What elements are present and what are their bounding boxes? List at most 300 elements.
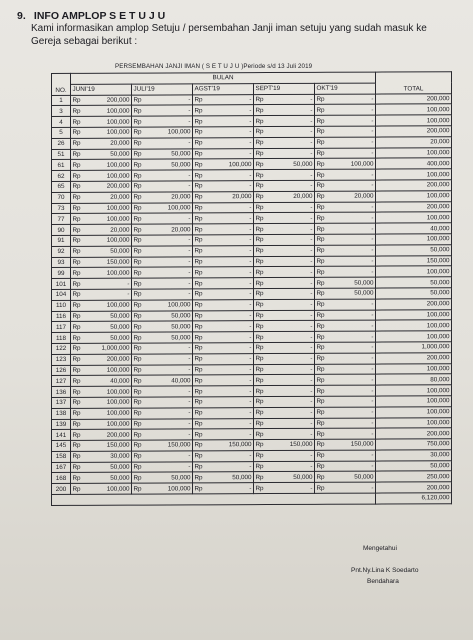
- month-amount: -: [205, 267, 254, 278]
- month-amount: 20,000: [327, 191, 376, 202]
- currency-label: Rp: [316, 333, 325, 341]
- currency-label: Rp: [133, 377, 142, 385]
- currency-label: Rp: [316, 354, 325, 362]
- row-number: 4: [52, 117, 71, 128]
- month-amount: 200,000: [83, 354, 132, 365]
- month-amount: -: [266, 450, 315, 461]
- row-total: 100,000: [376, 147, 452, 158]
- intro-text: Kami informasikan amplop Setuju / persembahan Janji iman setuju yang sudah masuk ke Gereja sebagai berikut :: [31, 23, 427, 47]
- row-number: 168: [52, 473, 71, 484]
- month-amount: -: [266, 385, 315, 396]
- currency-label: Rp: [194, 333, 203, 341]
- row-number: 101: [52, 279, 71, 290]
- month-amount: -: [266, 364, 315, 375]
- month-amount: -: [205, 94, 254, 105]
- month-amount: -: [327, 104, 376, 115]
- currency-label: Rp: [133, 366, 142, 374]
- row-total: 100,000: [376, 169, 452, 180]
- month-amount: -: [266, 267, 315, 278]
- currency-label: Rp: [316, 236, 325, 244]
- month-amount: 100,000: [144, 127, 193, 138]
- currency-label: Rp: [255, 279, 264, 287]
- currency-label: Rp: [72, 431, 81, 439]
- month-amount: -: [205, 397, 254, 408]
- currency-label: Rp: [194, 312, 203, 320]
- currency-label: Rp: [316, 182, 325, 190]
- month-amount: 30,000: [83, 451, 132, 462]
- table-body: [52, 93, 452, 494]
- month-amount: -: [327, 234, 376, 245]
- currency-label: Rp: [255, 236, 264, 244]
- currency-label: Rp: [133, 258, 142, 266]
- currency-label: Rp: [72, 291, 81, 299]
- currency-label: Rp: [133, 344, 142, 352]
- row-total: 100,000: [376, 104, 452, 115]
- currency-label: Rp: [255, 311, 264, 320]
- month-amount: -: [205, 321, 254, 332]
- month-amount: 40,000: [144, 375, 193, 386]
- currency-label: Rp: [316, 484, 325, 492]
- currency-label: Rp: [255, 193, 264, 201]
- currency-label: Rp: [316, 171, 325, 179]
- grand-total-spacer: [52, 493, 376, 505]
- currency-label: Rp: [255, 376, 264, 384]
- row-total: 400,000: [376, 158, 452, 169]
- currency-label: Rp: [72, 485, 81, 493]
- month-amount: 100,000: [83, 116, 132, 127]
- currency-label: Rp: [194, 474, 203, 482]
- month-amount: -: [205, 364, 254, 375]
- currency-label: Rp: [316, 246, 325, 254]
- month-amount: -: [266, 299, 315, 310]
- currency-label: Rp: [72, 377, 81, 385]
- month-amount: -: [266, 288, 315, 299]
- month-amount: -: [327, 364, 376, 375]
- month-amount: -: [144, 386, 193, 397]
- currency-label: Rp: [133, 334, 142, 342]
- month-amount: -: [327, 202, 376, 213]
- month-amount: -: [327, 169, 376, 180]
- month-amount: -: [205, 105, 254, 116]
- month-amount: 100,000: [83, 386, 132, 397]
- month-amount: -: [327, 126, 376, 137]
- currency-label: Rp: [72, 194, 81, 202]
- month-amount: 40,000: [83, 375, 132, 386]
- month-amount: 50,000: [83, 473, 132, 484]
- currency-label: Rp: [194, 485, 203, 493]
- month-amount: -: [205, 310, 254, 321]
- currency-label: Rp: [194, 452, 203, 460]
- month-amount: -: [205, 289, 254, 300]
- currency-label: Rp: [72, 463, 81, 471]
- currency-label: Rp: [255, 106, 264, 114]
- row-total: 100,000: [376, 320, 452, 331]
- month-amount: -: [144, 235, 193, 246]
- month-amount: -: [327, 320, 376, 331]
- month-amount: 50,000: [83, 311, 132, 322]
- row-number: 145: [52, 441, 71, 452]
- month-amount: 50,000: [266, 159, 315, 170]
- row-number: 90: [52, 225, 71, 236]
- month-amount: -: [144, 289, 193, 300]
- signatory-name: Pnt.Ny.Lina K Soedarto: [351, 567, 419, 574]
- row-total: 750,000: [376, 439, 452, 450]
- currency-label: Rp: [194, 193, 203, 201]
- month-amount: -: [266, 234, 315, 245]
- month-amount: 100,000: [83, 300, 132, 311]
- currency-label: Rp: [133, 150, 142, 158]
- currency-label: Rp: [255, 182, 264, 190]
- currency-label: Rp: [316, 322, 325, 330]
- month-amount: 50,000: [144, 159, 193, 170]
- month-amount: -: [327, 461, 376, 472]
- row-number: 62: [52, 171, 71, 182]
- month-amount: -: [144, 408, 193, 419]
- month-amount: -: [205, 224, 254, 235]
- currency-label: Rp: [255, 258, 264, 266]
- month-amount: -: [205, 332, 254, 343]
- currency-label: Rp: [255, 128, 264, 136]
- month-amount: 100,000: [144, 202, 193, 213]
- row-total: 100,000: [376, 363, 452, 374]
- currency-label: Rp: [72, 345, 81, 353]
- month-amount: -: [205, 245, 254, 256]
- month-amount: 50,000: [144, 148, 193, 159]
- row-total: 200,000: [376, 482, 452, 493]
- month-amount: 50,000: [144, 332, 193, 343]
- currency-label: Rp: [194, 344, 203, 352]
- month-amount: 200,000: [83, 95, 132, 106]
- currency-label: Rp: [72, 409, 81, 417]
- month-amount: -: [205, 343, 254, 354]
- month-amount: -: [205, 407, 254, 418]
- section-number: 9.: [17, 10, 26, 22]
- currency-label: Rp: [255, 117, 264, 125]
- currency-label: Rp: [194, 431, 203, 439]
- currency-label: Rp: [255, 171, 264, 179]
- currency-label: Rp: [72, 388, 81, 396]
- currency-label: Rp: [133, 215, 142, 223]
- row-total: 100,000: [376, 396, 452, 407]
- currency-label: Rp: [316, 290, 325, 298]
- currency-label: Rp: [194, 150, 203, 158]
- month-amount: -: [144, 343, 193, 354]
- month-amount: -: [205, 137, 254, 148]
- row-total: 30,000: [376, 450, 452, 461]
- month-amount: 100,000: [205, 159, 254, 170]
- row-total: 200,000: [376, 298, 452, 309]
- month-amount: 100,000: [83, 483, 132, 494]
- month-amount: 100,000: [83, 365, 132, 376]
- month-amount: -: [327, 342, 376, 353]
- currency-label: Rp: [255, 333, 264, 341]
- month-amount: -: [205, 202, 254, 213]
- currency-label: Rp: [194, 398, 203, 406]
- currency-label: Rp: [316, 408, 325, 416]
- month-amount: -: [266, 105, 315, 116]
- month-amount: -: [266, 126, 315, 137]
- month-amount: -: [327, 223, 376, 234]
- currency-label: Rp: [255, 452, 264, 460]
- col-header-month: JUNI'19: [71, 84, 132, 95]
- month-amount: -: [327, 212, 376, 223]
- row-number: 93: [52, 257, 71, 268]
- row-number: 26: [52, 138, 71, 149]
- currency-label: Rp: [194, 139, 203, 147]
- currency-label: Rp: [72, 237, 81, 245]
- currency-label: Rp: [255, 290, 264, 298]
- currency-label: Rp: [194, 161, 203, 169]
- row-total: 100,000: [376, 331, 452, 342]
- currency-label: Rp: [72, 453, 81, 461]
- month-amount: 100,000: [83, 170, 132, 181]
- month-amount: -: [327, 180, 376, 191]
- row-number: 61: [52, 160, 71, 171]
- row-total: 150,000: [376, 255, 452, 266]
- month-amount: -: [327, 256, 376, 267]
- month-amount: 100,000: [83, 127, 132, 138]
- currency-label: Rp: [133, 128, 142, 137]
- month-amount: -: [144, 213, 193, 224]
- month-amount: -: [266, 331, 315, 342]
- row-total: 20,000: [376, 137, 452, 148]
- currency-label: Rp: [316, 365, 325, 373]
- currency-label: Rp: [133, 172, 142, 180]
- month-amount: 200,000: [83, 429, 132, 440]
- month-amount: -: [205, 170, 254, 181]
- month-amount: -: [327, 482, 376, 493]
- currency-label: Rp: [316, 430, 325, 438]
- currency-label: Rp: [72, 355, 81, 364]
- month-amount: -: [205, 451, 254, 462]
- currency-label: Rp: [72, 248, 81, 256]
- currency-label: Rp: [194, 96, 203, 104]
- month-amount: 50,000: [83, 332, 132, 343]
- month-amount: 200,000: [83, 181, 132, 192]
- currency-label: Rp: [194, 182, 203, 190]
- month-amount: -: [327, 331, 376, 342]
- row-number: 3: [52, 106, 71, 117]
- currency-label: Rp: [72, 474, 81, 482]
- currency-label: Rp: [133, 452, 142, 460]
- currency-label: Rp: [255, 247, 264, 255]
- row-number: 122: [52, 343, 71, 354]
- currency-label: Rp: [194, 258, 203, 266]
- month-amount: 20,000: [83, 224, 132, 235]
- currency-label: Rp: [194, 171, 203, 179]
- month-amount: -: [266, 429, 315, 440]
- month-amount: -: [205, 483, 254, 494]
- row-number: 118: [52, 333, 71, 344]
- month-amount: -: [144, 418, 193, 429]
- currency-label: Rp: [72, 334, 81, 342]
- row-total: 100,000: [376, 191, 452, 202]
- currency-label: Rp: [133, 280, 142, 288]
- currency-label: Rp: [316, 300, 325, 308]
- month-amount: 50,000: [205, 472, 254, 483]
- currency-label: Rp: [255, 387, 264, 395]
- currency-label: Rp: [72, 226, 81, 234]
- month-amount: -: [83, 278, 132, 289]
- month-amount: -: [205, 116, 254, 127]
- currency-label: Rp: [255, 463, 264, 471]
- col-header-month: JULI'19: [132, 84, 193, 95]
- month-amount: -: [266, 202, 315, 213]
- grand-total-row: [52, 493, 452, 506]
- row-total: 1,000,000: [376, 342, 452, 353]
- currency-label: Rp: [194, 269, 203, 277]
- currency-label: Rp: [194, 128, 203, 136]
- month-amount: 100,000: [144, 483, 193, 494]
- table-caption: PERSEMBAHAN JANJI IMAN ( S E T U J U )Periode s/d 13 Juli 2019: [115, 63, 313, 70]
- month-amount: -: [144, 429, 193, 440]
- col-header-total: TOTAL: [376, 72, 452, 94]
- currency-label: Rp: [133, 463, 142, 471]
- month-amount: -: [266, 213, 315, 224]
- month-amount: -: [266, 396, 315, 407]
- currency-label: Rp: [72, 366, 81, 374]
- currency-label: Rp: [255, 409, 264, 417]
- row-total: 200,000: [376, 352, 452, 363]
- currency-label: Rp: [194, 290, 203, 298]
- currency-label: Rp: [316, 387, 325, 395]
- currency-label: Rp: [316, 311, 325, 319]
- currency-label: Rp: [255, 268, 264, 276]
- month-amount: -: [266, 245, 315, 256]
- currency-label: Rp: [194, 441, 203, 449]
- currency-label: Rp: [194, 107, 203, 115]
- month-amount: -: [144, 364, 193, 375]
- signatory-role: Bendahara: [367, 578, 399, 585]
- currency-label: Rp: [72, 269, 81, 277]
- currency-label: Rp: [72, 161, 81, 169]
- currency-label: Rp: [316, 398, 325, 406]
- currency-label: Rp: [255, 398, 264, 406]
- month-amount: -: [266, 224, 315, 235]
- row-number: 137: [52, 397, 71, 408]
- month-amount: -: [205, 418, 254, 429]
- currency-label: Rp: [133, 442, 142, 450]
- month-amount: -: [266, 180, 315, 191]
- currency-label: Rp: [255, 214, 264, 222]
- month-amount: -: [327, 385, 376, 396]
- currency-label: Rp: [316, 149, 325, 157]
- currency-label: Rp: [194, 279, 203, 287]
- currency-label: Rp: [316, 192, 325, 200]
- month-amount: -: [266, 94, 315, 105]
- month-amount: 150,000: [144, 440, 193, 451]
- month-amount: -: [327, 94, 376, 105]
- currency-label: Rp: [133, 204, 142, 212]
- month-amount: 100,000: [327, 158, 376, 169]
- month-amount: -: [144, 105, 193, 116]
- row-number: 117: [52, 322, 71, 333]
- month-amount: 50,000: [327, 277, 376, 288]
- currency-label: Rp: [72, 140, 81, 148]
- section-title: INFO AMPLOP S E T U J U: [33, 10, 166, 22]
- currency-label: Rp: [133, 398, 142, 406]
- row-number: 141: [52, 430, 71, 441]
- month-amount: 50,000: [83, 246, 132, 257]
- currency-label: Rp: [316, 106, 325, 114]
- row-total: 100,000: [376, 417, 452, 428]
- currency-label: Rp: [72, 107, 81, 115]
- month-amount: 100,000: [83, 397, 132, 408]
- month-amount: 50,000: [144, 321, 193, 332]
- currency-label: Rp: [255, 419, 264, 427]
- month-amount: -: [266, 375, 315, 386]
- month-amount: -: [144, 116, 193, 127]
- currency-label: Rp: [255, 160, 264, 168]
- currency-label: Rp: [133, 182, 142, 190]
- row-number: 116: [52, 311, 71, 322]
- month-amount: -: [144, 267, 193, 278]
- currency-label: Rp: [133, 226, 142, 234]
- header-row-bulan: [52, 72, 452, 85]
- month-amount: -: [205, 375, 254, 386]
- row-total: 100,000: [376, 406, 452, 417]
- row-number: 65: [52, 181, 71, 192]
- row-number: 77: [52, 214, 71, 225]
- month-amount: 20,000: [83, 138, 132, 149]
- month-amount: -: [205, 353, 254, 364]
- month-amount: -: [327, 266, 376, 277]
- currency-label: Rp: [316, 268, 325, 276]
- month-amount: -: [266, 418, 315, 429]
- currency-label: Rp: [133, 107, 142, 115]
- currency-label: Rp: [194, 236, 203, 244]
- month-amount: -: [205, 278, 254, 289]
- currency-label: Rp: [72, 312, 81, 320]
- month-amount: 20,000: [266, 191, 315, 202]
- currency-label: Rp: [255, 355, 264, 363]
- month-amount: 150,000: [327, 439, 376, 450]
- month-amount: -: [205, 461, 254, 472]
- row-number: 126: [52, 365, 71, 376]
- month-amount: -: [266, 256, 315, 267]
- month-amount: 100,000: [83, 267, 132, 278]
- month-amount: -: [266, 321, 315, 332]
- month-amount: -: [144, 397, 193, 408]
- currency-label: Rp: [194, 355, 203, 363]
- currency-label: Rp: [255, 150, 264, 158]
- col-header-no: NO.: [52, 73, 71, 95]
- currency-label: Rp: [316, 214, 325, 222]
- row-number: 158: [52, 451, 71, 462]
- row-total: 200,000: [376, 201, 452, 212]
- currency-label: Rp: [255, 344, 264, 352]
- row-total: 50,000: [376, 277, 452, 288]
- currency-label: Rp: [72, 280, 81, 288]
- currency-label: Rp: [316, 441, 325, 449]
- currency-label: Rp: [133, 431, 142, 439]
- currency-label: Rp: [316, 138, 325, 147]
- currency-label: Rp: [133, 474, 142, 482]
- currency-label: Rp: [316, 473, 325, 481]
- currency-label: Rp: [316, 117, 325, 125]
- col-header-bulan: BULAN: [71, 72, 376, 84]
- currency-label: Rp: [133, 290, 142, 298]
- currency-label: Rp: [133, 323, 142, 331]
- col-header-month: SEPT'19: [254, 83, 315, 94]
- row-total: 100,000: [376, 212, 452, 223]
- currency-label: Rp: [72, 258, 81, 266]
- month-amount: -: [144, 278, 193, 289]
- month-amount: 50,000: [327, 472, 376, 483]
- currency-label: Rp: [194, 463, 203, 471]
- month-amount: 100,000: [83, 214, 132, 225]
- month-amount: -: [327, 245, 376, 256]
